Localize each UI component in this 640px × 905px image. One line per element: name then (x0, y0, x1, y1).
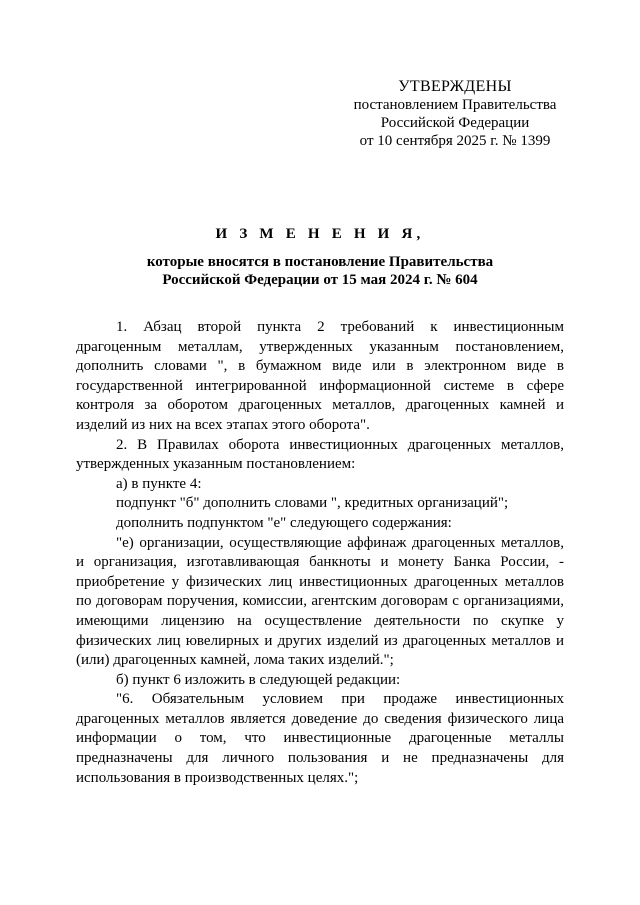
approval-line-1: постановлением Правительства (353, 97, 557, 113)
title-heading: И З М Е Н Е Н И Я, (215, 226, 425, 242)
paragraph-2: 2. В Правилах оборота инвестиционных драгоценных металлов, утвержденных указанным постановлением: (76, 436, 564, 473)
paragraph-6: "е) организации, осуществляющие аффинаж драгоценных металлов, и организация, изготавливающая банкноты и монету Банка России, - приобретение у физических лиц инвестиционных драгоценных металлов по договорам поручения, комиссии, агентским договорам с организациями, имеющими лицензию на осуществление деятельности по скупке у физических лиц ювелирных и других изделий из драгоценных металлов и (или) драгоценных камней, лома таких изделий."; (76, 534, 564, 669)
title-subtitle-line-2: Российской Федерации от 15 мая 2024 г. № 604 (162, 272, 478, 288)
paragraph-8: "6. Обязательным условием при продаже инвестиционных драгоценных металлов является доведение до сведения физического лица информации о том, что инвестиционные драгоценные металлы предназначены для личного пользования и не предназначены для использования в производственных целях."; (76, 691, 564, 786)
title-subtitle-line-1: которые вносятся в постановление Правительства (146, 254, 494, 270)
approval-line-2: Российской Федерации (380, 115, 530, 131)
approval-stamp (346, 78, 564, 150)
paragraph-3: а) в пункте 4: (116, 475, 202, 492)
paragraph-5: дополнить подпунктом "е" следующего содержания: (116, 514, 452, 531)
paragraph-4: подпункт "б" дополнить словами ", кредитных организаций"; (116, 495, 509, 512)
document-body (76, 318, 564, 788)
document-title (60, 225, 580, 289)
paragraph-1: 1. Абзац второй пункта 2 требований к инвестиционным драгоценным металлам, утвержденных указанным постановлением, дополнить словами ", в бумажном виде или в электронном виде в государственной интегрированной информационной системе в сфере контроля за оборотом драгоценных металлов, драгоценных камней и изделий из них на всех этапах этого оборота". (76, 319, 564, 433)
approval-heading: УТВЕРЖДЕНЫ (398, 78, 512, 95)
paragraph-7: б) пункт 6 изложить в следующей редакции: (116, 671, 401, 688)
approval-line-3: от 10 сентября 2025 г. № 1399 (359, 133, 551, 149)
